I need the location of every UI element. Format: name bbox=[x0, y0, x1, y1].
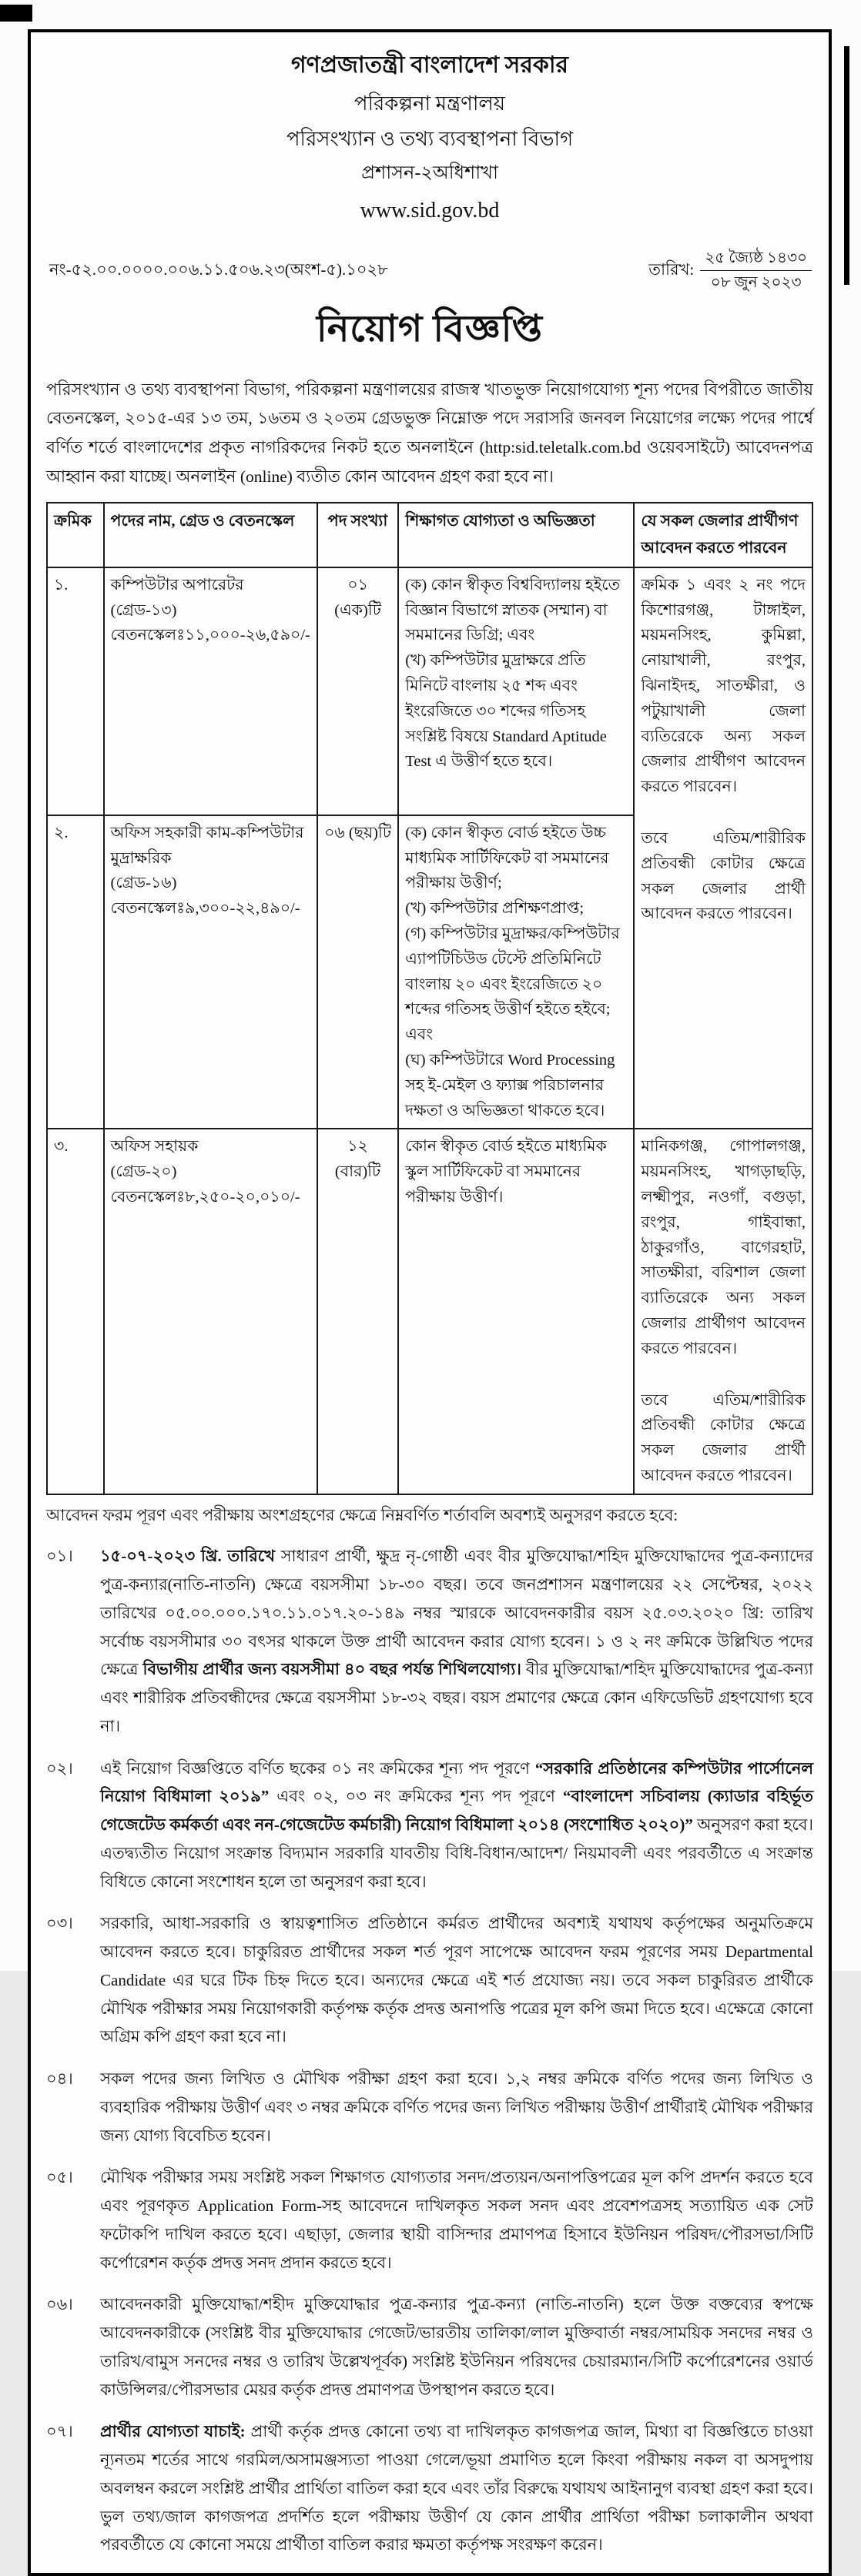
conditions-heading: আবেদন ফরম পূরণ এবং পরীক্ষায় অংশগ্রহণের ক্ষেত্রে নিম্নবর্ণিত শর্তাবলি অবশ্যই অনুসরণ করতে হবে: bbox=[46, 1505, 678, 1524]
table-row bbox=[47, 567, 812, 815]
date-english: ০৮ জুন ২০২৩ bbox=[710, 273, 802, 291]
condition-number: ০৬। bbox=[46, 2295, 73, 2314]
memo-row bbox=[46, 248, 813, 293]
condition-text: মৌখিক পরীক্ষার সময় সংশ্লিষ্ট সকল শিক্ষাগত যোগ্যতার সনদ/প্রত্যয়ন/অনাপত্তিপত্রের মূল কপি প্রদর্শন করতে হবে এবং পূরণকৃত Application Form-সহ আবেদনে দাখিলকৃত সকল সনদ এবং প্রবেশপত্রসহ সত্যায়িত এক সেট ফটোকপি দাখিল করতে হবে। এছাড়া, জেলার স্থায়ী বাসিন্দার প্রমাণপত্র হিসাবে ইউনিয়ন পরিষদ/পৌরসভা/সিটি কর্পোরেশন কর্তৃক প্রদত্ত সনদ প্রদান করতে হবে। bbox=[100, 2168, 813, 2272]
serial-cell: ১. bbox=[47, 567, 104, 815]
scan-artifact-corner bbox=[0, 5, 32, 22]
vacancy-count-cell: ১২ (বার)টি bbox=[317, 1129, 398, 1494]
government-name: গণপ্রজাতন্ত্রী বাংলাদেশ সরকার bbox=[290, 52, 569, 78]
date-stack bbox=[700, 248, 812, 293]
document-frame bbox=[28, 29, 832, 2576]
condition-number: ০২। bbox=[46, 1758, 73, 1778]
condition-text: সরকারি, আধা-সরকারি ও স্বায়ত্বশাসিত প্রতিষ্ঠানে কর্মরত প্রার্থীদের অবশ্যই যথাযথ কর্তৃপক্ষের অনুমতিক্রমে আবেদন করতে হবে। চাকুরিরত প্রার্থীদের সকল শর্ত পূরণ সাপেক্ষে আবেদন ফরম পূরণের সময় Departmental Candidate এর ঘরে টিক চিহ্ন দিতে হবে। অন্যদের ক্ষেত্রে এই শর্ত প্রযোজ্য নয়। তবে সকল চাকুরিরত প্রার্থীকে মৌখিক পরীক্ষার সময় নিয়োগকারী কর্তৃপক্ষ কর্তৃক প্রদত্ত অনাপত্তি পত্রের মূল কপি জমা দিতে হবে। এক্ষেত্রে কোনো অগ্রিম কপি গ্রহণ করা হবে না। bbox=[100, 1914, 813, 2046]
condition-text: সকল পদের জন্য লিখিত ও মৌখিক পরীক্ষা গ্রহণ করা হবে। ১,২ নম্বর ক্রমিকে বর্ণিত পদের জন্য লিখিত ও ব্যবহারিক পরীক্ষায় উত্তীর্ণ এবং ৩ নম্বর ক্রমিকে বর্ণিত পদের জন্য লিখিত পরীক্ষায় উত্তীর্ণ প্রার্থীরাই মৌখিক পরীক্ষার জন্য যোগ্য বিবেচিত হবেন। bbox=[100, 2069, 813, 2145]
memo-number: নং-৫২.০০.০০০০.০০৬.১১.৫০৬.২৩(অংশ-৫).১০২৮ bbox=[49, 259, 388, 279]
vacancy-count-cell: ০১ (এক)টি bbox=[317, 567, 398, 815]
column-header: যে সকল জেলার প্রার্থীগণ আবেদন করতে পারবেন bbox=[634, 503, 812, 567]
post-cell: অফিস সহায়ক (গ্রেড-২০) বেতনস্কেলঃ৮,২৫০-২০,০১০/- bbox=[104, 1129, 317, 1494]
qualification-cell: (ক) কোন স্বীকৃত বোর্ড হইতে উচ্চ মাধ্যমিক সার্টিফিকেট বা সমমানের পরীক্ষায় উত্তীর্ণ; (খ) কম্পিউটার প্রশিক্ষণপ্রাপ্ত; (গ) কম্পিউটার মুদ্রাক্ষর/কম্পিউটার এ্যাপটিচিউড টেস্টে প্রতিমিনিটে বাংলায় ২০ এবং ইংরেজিতে ২০ শব্দের গতিসহ উত্তীর্ণ হইতে হইবে; এবং (ঘ) কম্পিউটারে Word Processing সহ ই-মেইল ও ফ্যাক্স পরিচালনার দক্ষতা ও অভিজ্ঞতা থাকতে হবে। bbox=[398, 815, 634, 1129]
conditions-list bbox=[46, 1542, 813, 2559]
date-bangla: ২৫ জ্যৈষ্ঠ ১৪৩০ bbox=[700, 248, 812, 271]
serial-cell: ২. bbox=[47, 815, 104, 1129]
districts-cell: ক্রমিক ১ এবং ২ নং পদে কিশোরগঞ্জ, টাঙ্গাইল, ময়মনসিংহ, কুমিল্লা, নোয়াখালী, রংপুর, ঝিনাইদহ, সাতক্ষীরা, ও পটুয়াখালী জেলা ব্যতিরেকে অন্য সকল জেলার প্রার্থীগণ আবেদন করতে পারবেন। তবে এতিম/শারীরিক প্রতিবন্ধী কোটার ক্ষেত্রে সকল জেলার প্রার্থী আবেদন করতে পারবেন। bbox=[634, 567, 812, 1129]
condition-number: ০৫। bbox=[46, 2168, 73, 2187]
condition-number: ০৪। bbox=[46, 2069, 73, 2089]
condition-text: এই নিয়োগ বিজ্ঞপ্তিতে বর্ণিত ছকের ০১ নং ক্রমিকের শূন্য পদ পূরণে “সরকারি প্রতিষ্ঠানের কম্পিউটার পার্সোনেল নিয়োগ বিধিমালা ২০১৯” এবং ০২, ০৩ নং ক্রমিকের শূন্য পদ পূরণে “বাংলাদেশ সচিবালয় (ক্যাডার বহির্ভূত গেজেটেড কর্মকর্তা এবং নন-গেজেটেড কর্মচারী) নিয়োগ বিধিমালা ২০১৪ (সংশোধিত ২০২০)” অনুসরণ করা হবে। এতদ্ব্যতীত নিয়োগ সংক্রান্ত বিদ্যমান সরকারি যাবতীয় বিধি-বিধান/আদেশ/ নিয়মাবলী এবং পরবর্তীতে এ সংক্রান্ত বিধিতে কোনো সংশোধন হলে তা অনুসরণ করা হবে। bbox=[100, 1758, 813, 1891]
section-name: প্রশাসন-২অধিশাখা bbox=[361, 163, 498, 184]
qualification-cell: কোন স্বীকৃত বোর্ড হইতে মাধ্যমিক স্কুল সার্টিফিকেট বা সমমানের পরীক্ষায় উত্তীর্ণ। bbox=[398, 1129, 634, 1494]
column-header: পদের নাম, গ্রেড ও বেতনস্কেল bbox=[104, 503, 317, 567]
qualification-cell: (ক) কোন স্বীকৃত বিশ্ববিদ্যালয় হইতে বিজ্ঞান বিভাগে স্নাতক (সম্মান) বা সমমানের ডিগ্রি; এবং (খ) কম্পিউটার মুদ্রাক্ষরে প্রতি মিনিটে বাংলায় ২৫ শব্দ এবং ইংরেজিতে ৩০ শব্দের গতিসহ সংশ্লিষ্ট বিষয়ে Standard Aptitude Test এ উত্তীর্ণ হতে হবে। bbox=[398, 567, 634, 815]
districts-cell: মানিকগঞ্জ, গোপালগঞ্জ, ময়মনসিংহ, খাগড়াছড়ি, লক্ষ্মীপুর, নওগাঁ, বগুড়া, রংপুর, গাইবান্ধা, ঠাকুরগাঁও, বাগেরহাট, সাতক্ষীরা, বরিশাল জেলা ব্যাতিরেকে অন্য সকল জেলার প্রার্থীগণ আবেদন করতে পারবেন। তবে এতিম/শারীরিক প্রতিবন্ধী কোটার ক্ষেত্রে সকল জেলার প্রার্থী আবেদন করতে পারবেন। bbox=[634, 1129, 812, 1494]
vacancy-count-cell: ০৬ (ছয়)টি bbox=[317, 815, 398, 1129]
division-name: পরিসংখ্যান ও তথ্য ব্যবস্থাপনা বিভাগ bbox=[286, 127, 574, 150]
column-header: শিক্ষাগত যোগ্যতা ও অভিজ্ঞতা bbox=[398, 503, 634, 567]
post-cell: কম্পিউটার অপারেটর (গ্রেড-১৩) বেতনস্কেলঃ১১,০০০-২৬,৫৯০/- bbox=[104, 567, 317, 815]
ministry-name: পরিকল্পনা মন্ত্রণালয় bbox=[353, 92, 506, 115]
date-label: তারিখ: bbox=[648, 259, 695, 279]
column-header: পদ সংখ্যা bbox=[317, 503, 398, 567]
website-url: www.sid.gov.bd bbox=[360, 199, 500, 223]
column-header: ক্রমিক bbox=[47, 503, 104, 567]
condition-item bbox=[46, 2065, 813, 2149]
condition-number: ০১। bbox=[46, 1547, 73, 1566]
vacancy-table bbox=[46, 502, 813, 1495]
condition-text: ১৫-০৭-২০২৩ খ্রি. তারিখে সাধারণ প্রার্থী, ক্ষুদ্র নৃ-গোষ্ঠী এবং বীর মুক্তিযোদ্ধা/শহিদ মুক্তিযোদ্ধাদের পুত্র-কন্যাদের পুত্র-কন্যার(নাতি-নাতনি) ক্ষেত্রে বয়সসীমা ১৮-৩০ বছর। তবে জনপ্রশাসন মন্ত্রণালয়ের ২২ সেপ্টেম্বর, ২০২২ তারিখের ০৫.০০.০০০.১৭০.১১.০১৭.২০-১৪৯ নম্বর স্মারকে আবেদনকারীর বয়স ২৫.০৩.২০২০ খ্রি: তারিখ সর্বোচ্চ বয়সসীমার ৩০ বৎসর থাকলে উক্ত প্রার্থী আবেদন করার যোগ্য হবেন। ১ ও ২ নং ক্রমিকে উল্লিখিত পদের ক্ষেত্রে বিভাগীয় প্রার্থীর জন্য বয়সসীমা ৪০ বছর পর্যন্ত শিথিলযোগ্য। বীর মুক্তিযোদ্ধা/শহিদ মুক্তিযোদ্ধাদের পুত্র-কন্যা এবং শারীরিক প্রতিবন্ধীদের ক্ষেত্রে বয়সসীমা ১৮-৩২ বছর। বয়স প্রমাণের ক্ষেত্রে কোন এফিডেভিট গ্রহণযোগ্য হবে না। bbox=[100, 1547, 814, 1735]
condition-item bbox=[46, 1542, 813, 1740]
serial-cell: ৩. bbox=[47, 1129, 104, 1494]
scan-artifact-bar bbox=[844, 46, 849, 285]
condition-text: আবেদনকারী মুক্তিযোদ্ধা/শহীদ মুক্তিযোদ্ধার পুত্র-কন্যার পুত্র-কন্যা (নাতি-নাতনি) হলে উক্ত বক্তব্যের স্বপক্ষে আবেদনকারীকে (সংশ্লিষ্ট বীর মুক্তিযোদ্ধার গেজেট/ভারতীয় তালিকা/লাল মুক্তিবার্তা নম্বর/সাময়িক সনদের নম্বর ও তারিখ/বামুস সনদের নম্বর ও তারিখ উল্লেখপূর্বক) সংশ্লিষ্ট ইউনিয়ন পরিষদের চেয়ারম্যান/সিটি কর্পোরেশনের ওয়ার্ড কাউন্সিলর/পৌরসভার মেয়র কর্তৃক প্রদত্ত প্রমাণপত্র উপস্থাপন করতে হবে। bbox=[100, 2295, 813, 2399]
condition-item bbox=[46, 1755, 813, 1896]
condition-item bbox=[46, 2163, 813, 2277]
condition-number: ০৭। bbox=[46, 2422, 73, 2441]
table-row bbox=[47, 1129, 812, 1494]
condition-item bbox=[46, 2290, 813, 2404]
condition-item bbox=[46, 1909, 813, 2051]
intro-paragraph: পরিসংখ্যান ও তথ্য ব্যবস্থাপনা বিভাগ, পরিকল্পনা মন্ত্রণালয়ের রাজস্ব খাতভুক্ত নিয়োগযোগ্য শূন্য পদের বিপরীতে জাতীয় বেতনস্কেল, ২০১৫-এর ১৩ তম, ১৬তম ও ২০তম গ্রেডভুক্ত নিম্নোক্ত পদে সরাসরি জনবল নিয়োগের লক্ষ্যে পদের পার্শ্বে বর্ণিত শর্তে বাংলাদেশের প্রকৃত নাগরিকদের নিকট হতে অনলাইনে (http:sid.teletalk.com.bd ওয়েবসাইটে) আবেদনপত্র আহ্বান করা যাচ্ছে। অনলাইন (online) ব্যতীত কোন আবেদন গ্রহণ করা হবে না। bbox=[46, 380, 813, 486]
date-block bbox=[648, 248, 813, 293]
condition-text: প্রার্থীর যোগ্যতা যাচাই: প্রার্থী কর্তৃক প্রদত্ত কোনো তথ্য বা দাখিলকৃত কাগজপত্র জাল, মিথ্যা বা বিজ্ঞপ্তিতে চাওয়া ন্যূনতম শর্তের সাথে গরমিল/অসামঞ্জস্যতা পাওয়া গেলে/ভূয়া প্রমাণিত হলে কিংবা পরীক্ষায় নকল বা অসদুপায় অবলম্বন করলে সংশ্লিষ্ট প্রার্থীর প্রার্থিতা বাতিল করা হবে এবং তাঁর বিরুদ্ধে যথাযথ আইনানুগ ব্যবস্থা গ্রহণ করা হবে। ভুল তথ্য/জাল কাগজপত্র প্রদর্শিত হলে পরীক্ষায় উত্তীর্ণ যে কোন প্রার্থীর প্রার্থিতা পরীক্ষা চলাকালীন অথবা পরবর্তীতে যে কোনো সময়ে প্রার্থীতা বাতিল করার ক্ষমতা কর্তৃপক্ষ সংরক্ষণ করেন। bbox=[100, 2422, 813, 2554]
post-cell: অফিস সহকারী কাম-কম্পিউটার মুদ্রাক্ষরিক (গ্রেড-১৬) বেতনস্কেলঃ৯,৩০০-২২,৪৯০/- bbox=[104, 815, 317, 1129]
org-header bbox=[46, 48, 813, 228]
condition-number: ০৩। bbox=[46, 1914, 73, 1933]
notice-title: নিয়োগ বিজ্ঞপ্তি bbox=[317, 308, 543, 350]
table-header-row bbox=[47, 503, 812, 567]
condition-item bbox=[46, 2417, 813, 2559]
